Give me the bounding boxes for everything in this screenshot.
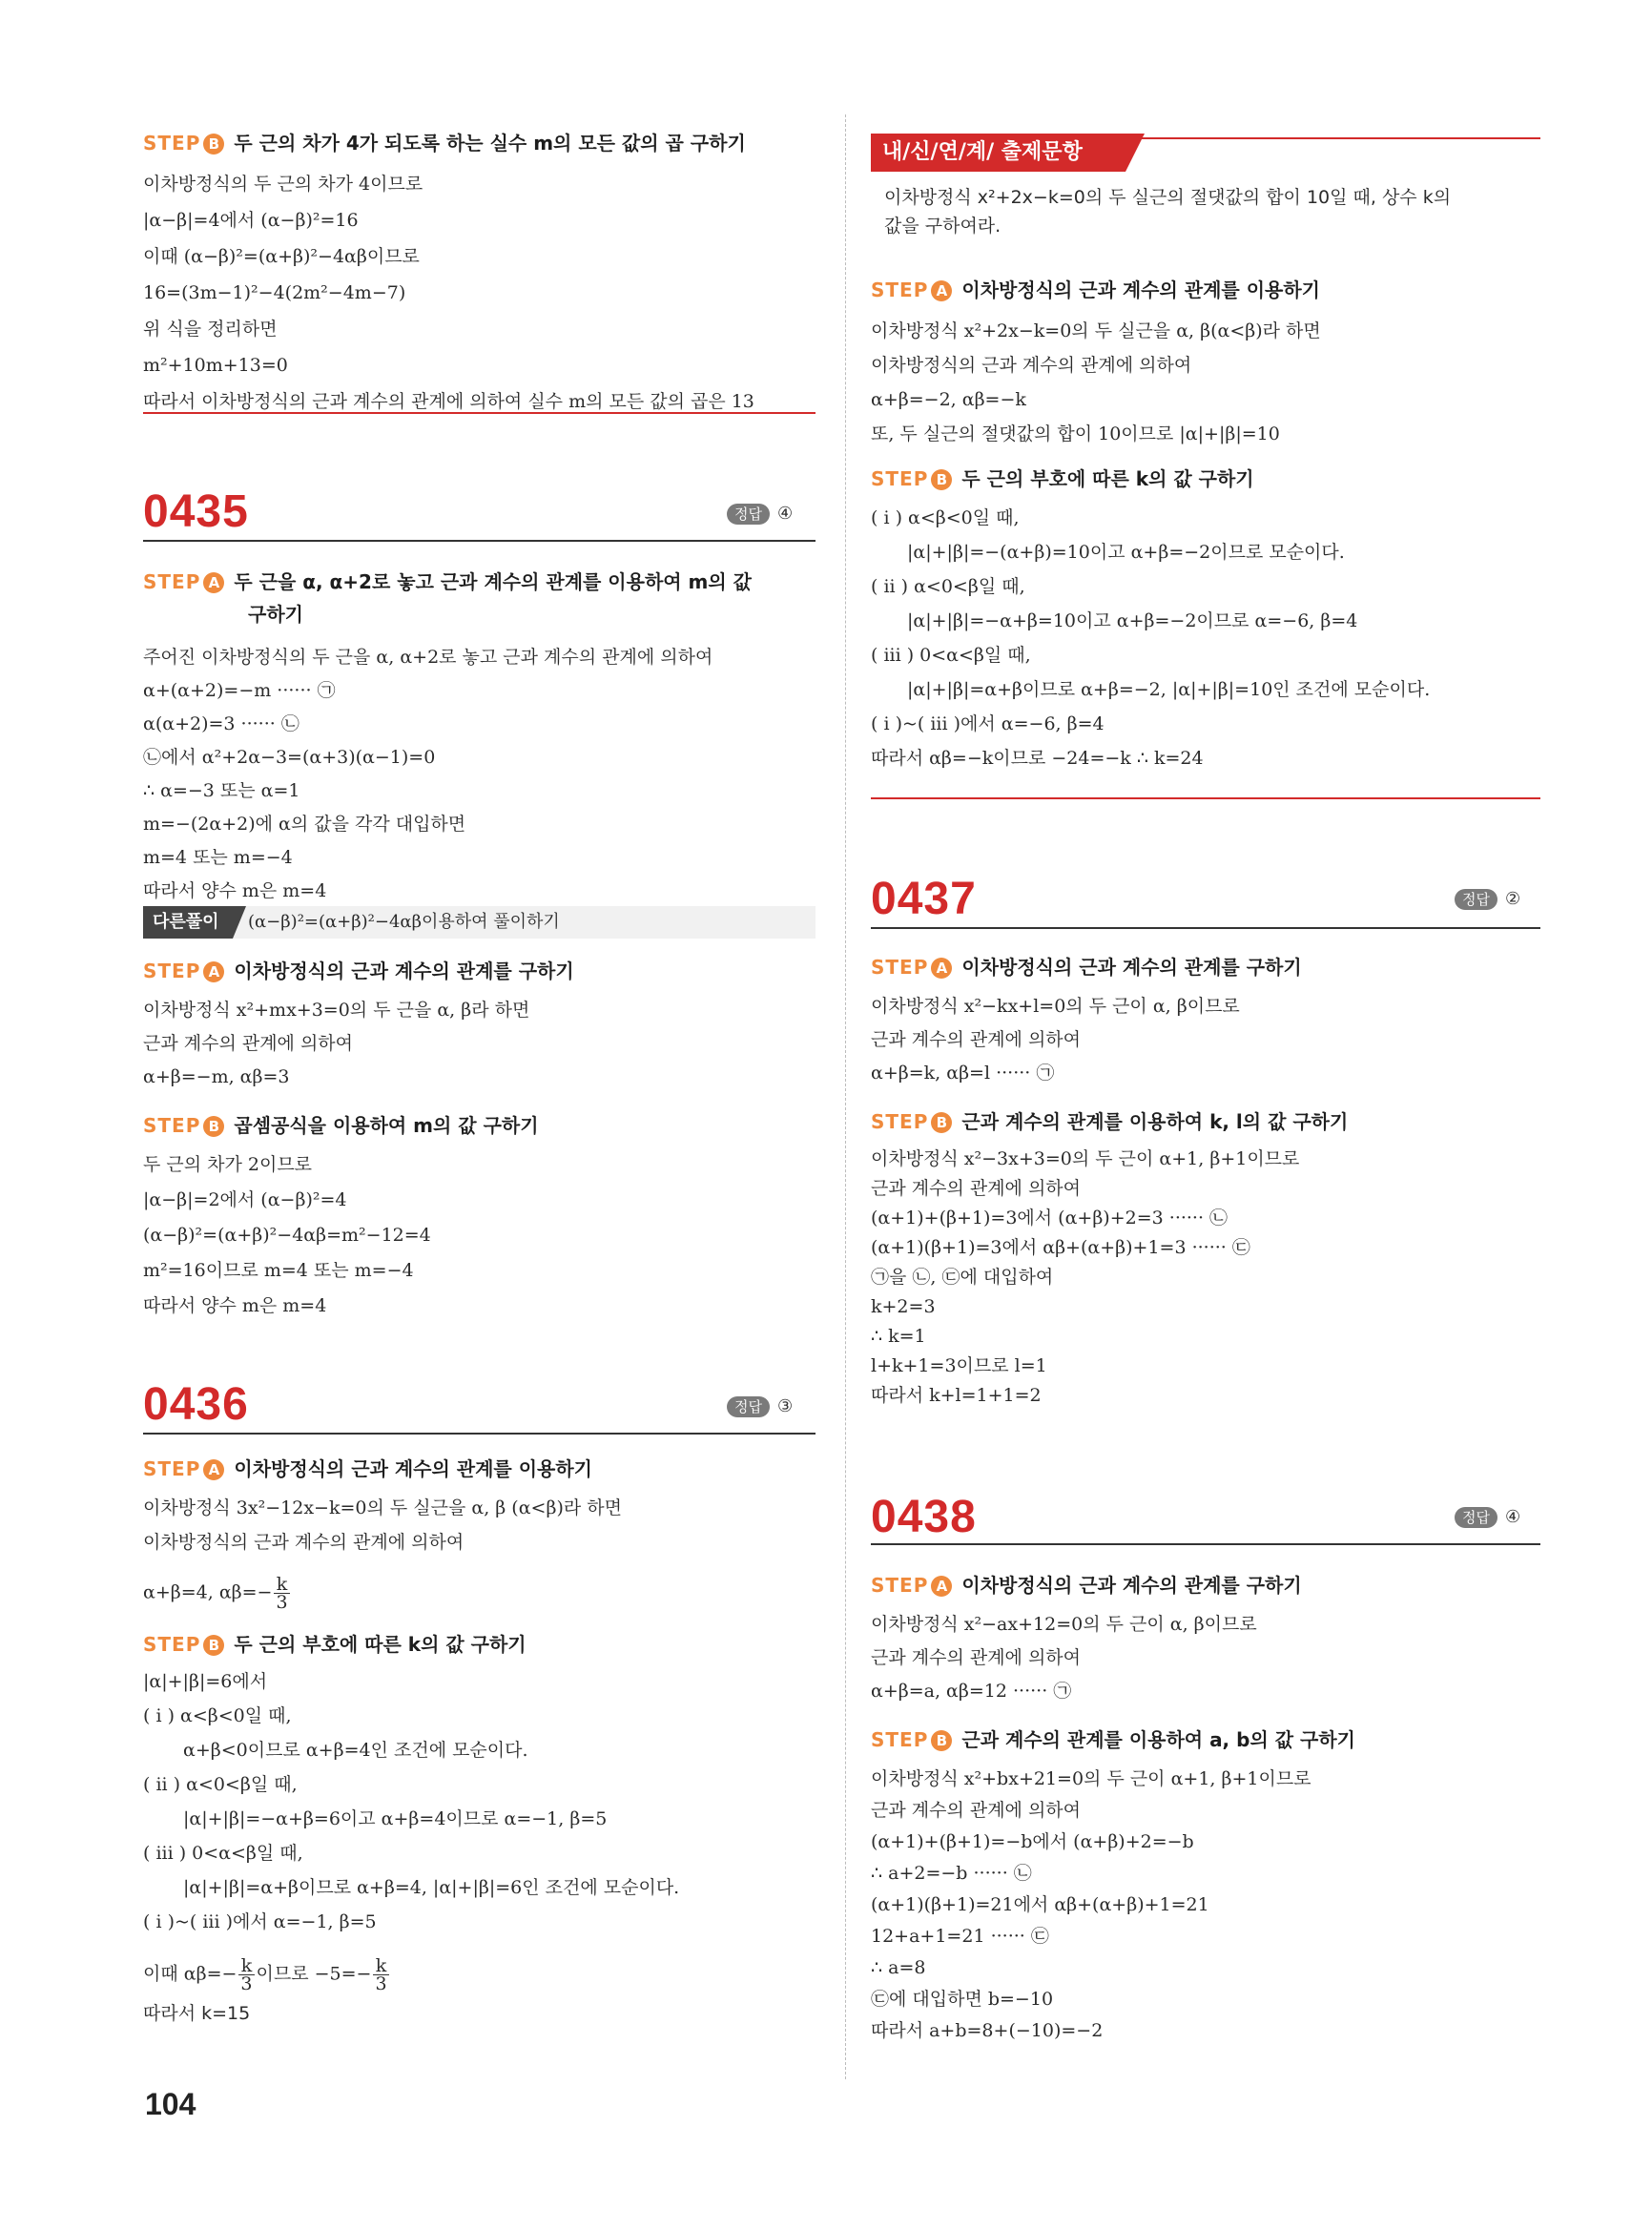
solution-line: 이때 (α−β)²=(α+β)²−4αβ이므로: [143, 246, 420, 267]
solution-line: 16=(3m−1)²−4(2m²−4m−7): [143, 282, 406, 303]
solution-line: |α−β|=4에서 (α−β)²=16: [143, 210, 359, 231]
solution-line: k+2=3: [871, 1296, 936, 1317]
solution-line: α+β=a, αβ=12 ······ ㉠: [871, 1681, 1072, 1702]
solution-line: ㉡에서 α²+2α−3=(α+3)(α−1)=0: [143, 747, 436, 768]
solution-line: ㉠을 ㉡, ㉢에 대입하여: [871, 1267, 1054, 1288]
alt-solution-label: 다른풀이: [143, 906, 233, 939]
problem-number: 0436: [143, 1379, 249, 1430]
equation-line: 이때 αβ=− $\frac{k}{3}$ 이므로 −5=− $\frac{k}{3}$: [143, 1955, 387, 1994]
solution-line: 위 식을 정리하면: [143, 319, 278, 340]
step-heading: STEP A 이차방정식의 근과 계수의 관계를 구하기: [871, 1574, 1302, 1597]
step-heading: STEP B 두 근의 부호에 따른 k의 값 구하기: [871, 467, 1254, 490]
problem-rule: [143, 540, 816, 542]
solution-line: |α|+|β|=6에서: [143, 1671, 268, 1692]
solution-line: 근과 계수의 관계에 의하여: [143, 1033, 354, 1054]
step-heading: STEP A 이차방정식의 근과 계수의 관계를 구하기: [871, 956, 1302, 979]
question-line: 값을 구하여라.: [884, 216, 1002, 237]
naeshin-label: 내/신/연/계/ 출제문항: [871, 134, 1125, 172]
solution-line: 이차방정식 x²+mx+3=0의 두 근을 α, β라 하면: [143, 1000, 530, 1021]
problem-number: 0435: [143, 486, 249, 537]
solution-line: ( ii ) α<0<β일 때,: [871, 576, 1025, 597]
section-rule: [871, 797, 1540, 799]
solution-line: (α−β)²=(α+β)²−4αβ=m²−12=4: [143, 1225, 431, 1246]
solution-line: m²=16이므로 m=4 또는 m=−4: [143, 1260, 414, 1281]
solution-line: 따라서 αβ=−k이므로 −24=−k ∴ k=24: [871, 748, 1204, 769]
step-heading: STEP A 이차방정식의 근과 계수의 관계를 이용하기: [143, 1457, 592, 1480]
solution-line: |α|+|β|=α+β이므로 α+β=4, |α|+|β|=6인 조건에 모순이다.: [183, 1877, 680, 1898]
solution-line: ( i )~( iii )에서 α=−6, β=4: [871, 713, 1105, 734]
solution-line: 이차방정식의 근과 계수의 관계에 의하여: [871, 355, 1192, 376]
solution-line: ( iii ) 0<α<β일 때,: [143, 1843, 303, 1864]
solution-line: α+β=−2, αβ=−k: [871, 389, 1026, 410]
solution-line: ( iii ) 0<α<β일 때,: [871, 645, 1031, 666]
solution-line: ( i ) α<β<0일 때,: [871, 507, 1020, 528]
column-divider: [845, 114, 846, 2079]
solution-line: (α+1)(β+1)=21에서 αβ+(α+β)+1=21: [871, 1894, 1209, 1915]
solution-line: α+β<0이므로 α+β=4인 조건에 모순이다.: [183, 1740, 528, 1761]
solution-line: |α−β|=2에서 (α−β)²=4: [143, 1189, 347, 1210]
solution-line: 이차방정식의 두 근의 차가 4이므로: [143, 174, 423, 195]
solution-line: m=4 또는 m=−4: [143, 847, 293, 868]
problem-number: 0438: [871, 1492, 977, 1542]
solution-line: 따라서 양수 m은 m=4: [143, 1295, 327, 1316]
solution-line: 근과 계수의 관계에 의하여: [871, 1800, 1082, 1821]
page-number: 104: [145, 2087, 196, 2121]
solution-line: 따라서 양수 m은 m=4: [143, 880, 327, 901]
equation-line: α+β=4, αβ=− $\frac{k}{3}$: [143, 1574, 288, 1613]
solution-line: m=−(2α+2)에 α의 값을 각각 대입하면: [143, 814, 466, 835]
solution-line: 따라서 k+l=1+1=2: [871, 1385, 1042, 1406]
solution-line: m²+10m+13=0: [143, 355, 288, 376]
step-heading: STEP B 곱셈공식을 이용하여 m의 값 구하기: [143, 1114, 539, 1137]
solution-line: ( i ) α<β<0일 때,: [143, 1705, 292, 1726]
answer-badge: 정답 ④: [1455, 1507, 1520, 1528]
alt-solution-bar: [143, 906, 816, 939]
step-heading: STEP A 이차방정식의 근과 계수의 관계를 구하기: [143, 960, 574, 982]
solution-line: 이차방정식 x²−ax+12=0의 두 근이 α, β이므로: [871, 1614, 1257, 1635]
problem-number: 0437: [871, 874, 977, 924]
step-heading: STEP A 두 근을 α, α+2로 놓고 근과 계수의 관계를 이용하여 m의 값: [143, 570, 752, 593]
solution-line: ㉢에 대입하면 b=−10: [871, 1989, 1054, 2010]
solution-line: α+(α+2)=−m ······ ㉠: [143, 680, 336, 701]
solution-line: |α|+|β|=−(α+β)=10이고 α+β=−2이므로 모순이다.: [907, 542, 1345, 563]
problem-rule: [871, 1543, 1540, 1545]
solution-line: 12+a+1=21 ······ ㉢: [871, 1926, 1049, 1947]
solution-line: 주어진 이차방정식의 두 근을 α, α+2로 놓고 근과 계수의 관계에 의하여: [143, 647, 713, 668]
solution-line: (α+1)+(β+1)=3에서 (α+β)+2=3 ······ ㉡: [871, 1208, 1229, 1229]
answer-badge: 정답 ④: [727, 504, 793, 525]
solution-line: α(α+2)=3 ······ ㉡: [143, 713, 299, 734]
step-heading-cont: 구하기: [248, 603, 303, 626]
solution-line: ∴ α=−3 또는 α=1: [143, 780, 300, 801]
problem-rule: [143, 1433, 816, 1435]
step-heading: STEP B 근과 계수의 관계를 이용하여 k, l의 값 구하기: [871, 1110, 1349, 1133]
solution-line: α+β=−m, αβ=3: [143, 1066, 290, 1087]
answer-badge: 정답 ③: [727, 1396, 793, 1417]
answer-badge: 정답 ②: [1455, 889, 1520, 910]
solution-line: ∴ a+2=−b ······ ㉡: [871, 1863, 1032, 1884]
solution-line: ∴ a=8: [871, 1957, 926, 1978]
step-heading: STEP A 이차방정식의 근과 계수의 관계를 이용하기: [871, 279, 1320, 301]
solution-line: |α|+|β|=−α+β=6이고 α+β=4이므로 α=−1, β=5: [183, 1808, 608, 1829]
solution-line: α+β=k, αβ=l ······ ㉠: [871, 1063, 1055, 1084]
solution-line: 이차방정식 x²−3x+3=0의 두 근이 α+1, β+1이므로: [871, 1148, 1300, 1169]
section-rule: [143, 412, 816, 414]
solution-line: 근과 계수의 관계에 의하여: [871, 1178, 1082, 1199]
solution-line: 또, 두 실근의 절댓값의 합이 10이므로 |α|+|β|=10: [871, 423, 1280, 444]
solution-line: 이차방정식 x²+2x−k=0의 두 실근을 α, β(α<β)라 하면: [871, 320, 1321, 341]
solution-line: 이차방정식 3x²−12x−k=0의 두 실근을 α, β (α<β)라 하면: [143, 1497, 622, 1518]
solution-line: 두 근의 차가 2이므로: [143, 1154, 313, 1175]
solution-line: |α|+|β|=α+β이므로 α+β=−2, |α|+|β|=10인 조건에 모순이다.: [907, 679, 1431, 700]
step-heading: STEP B 근과 계수의 관계를 이용하여 a, b의 값 구하기: [871, 1728, 1355, 1751]
solution-line: 이차방정식 x²−kx+l=0의 두 근이 α, β이므로: [871, 996, 1240, 1017]
solution-line: 따라서 이차방정식의 근과 계수의 관계에 의하여 실수 m의 모든 값의 곱은 13: [143, 391, 754, 412]
solution-line: 따라서 a+b=8+(−10)=−2: [871, 2020, 1104, 2041]
solution-line: 이차방정식 x²+bx+21=0의 두 근이 α+1, β+1이므로: [871, 1768, 1311, 1789]
problem-rule: [871, 927, 1540, 929]
question-line: 이차방정식 x²+2x−k=0의 두 실근의 절댓값의 합이 10일 때, 상수 k의: [884, 187, 1452, 208]
solution-line: l+k+1=3이므로 l=1: [871, 1355, 1047, 1376]
solution-line: 이차방정식의 근과 계수의 관계에 의하여: [143, 1532, 465, 1553]
solution-line: 근과 계수의 관계에 의하여: [871, 1647, 1082, 1668]
solution-line: 근과 계수의 관계에 의하여: [871, 1029, 1082, 1050]
solution-line: |α|+|β|=−α+β=10이고 α+β=−2이므로 α=−6, β=4: [907, 610, 1358, 631]
alt-solution-text: (α−β)²=(α+β)²−4αβ이용하여 풀이하기: [248, 912, 560, 932]
solution-line: (α+1)(β+1)=3에서 αβ+(α+β)+1=3 ······ ㉢: [871, 1237, 1250, 1258]
solution-line: ( i )~( iii )에서 α=−1, β=5: [143, 1911, 377, 1932]
solution-line: ∴ k=1: [871, 1326, 926, 1347]
step-heading: STEP B 두 근의 차가 4가 되도록 하는 실수 m의 모든 값의 곱 구하기: [143, 132, 746, 155]
solution-line: ( ii ) α<0<β일 때,: [143, 1774, 298, 1795]
final-line: 따라서 k=15: [143, 2003, 251, 2024]
step-heading: STEP B 두 근의 부호에 따른 k의 값 구하기: [143, 1633, 527, 1656]
solution-line: (α+1)+(β+1)=−b에서 (α+β)+2=−b: [871, 1831, 1194, 1852]
